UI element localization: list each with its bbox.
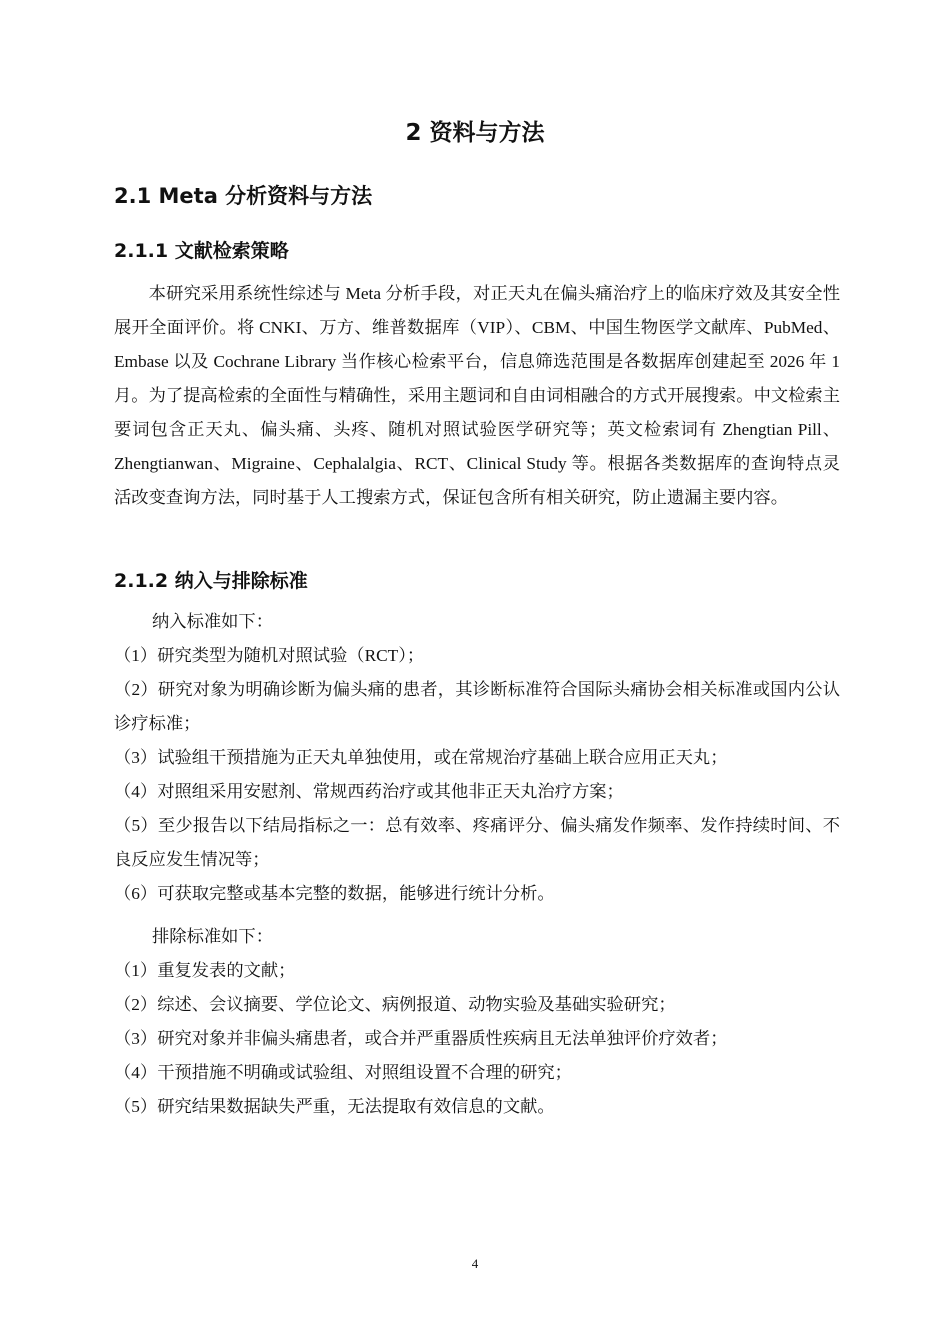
inclusion-item: （5）至少报告以下结局指标之一：总有效率、疼痛评分、偏头痛发作频率、发作持续时间、不良反应发生情况等； [114,816,840,869]
inclusion-item: （3）试验组干预措施为正天丸单独使用，或在常规治疗基础上联合应用正天丸； [114,748,728,767]
page-number: 4 [471,1256,479,1271]
inclusion-item: （1）研究类型为随机对照试验（RCT）； [114,646,425,665]
exclusion-criteria [114,920,840,1124]
search-strategy-paragraph: 本研究采用系统性综述与 Meta 分析手段，对正天丸在偏头痛治疗上的临床疗效及其安全性展开全面评价。将 CNKI、万方、维普数据库（VIP）、CBM、中国生物医学文献库、PubMed、Embase 以及 Cochrane Library 当作核心检索平台，信息筛选范围是各数据库创建起至 2026 年 1 月。为了提高检索的全面性与精确性，采用主题词和自由词相融合的方式开展搜索。中文检索主要词包含正天丸、偏头痛、头疼、随机对照试验医学研究等；英文检索词有 Zhengtian Pill、Zhengtianwan、Migraine、Cephalalgia、RCT、Clinical Study 等。根据各类数据库的查询特点灵活改变查询方法，同时基于人工搜索方式，保证包含所有相关研究，防止遗漏主要内容。 [114,284,840,507]
inclusion-item: （4）对照组采用安慰剂、常规西药治疗或其他非正天丸治疗方案； [114,782,624,801]
exclusion-item: （4）干预措施不明确或试验组、对照组设置不合理的研究； [114,1063,572,1082]
exclusion-item: （5）研究结果数据缺失严重，无法提取有效信息的文献。 [114,1097,555,1116]
subsection-title-criteria: 2.1.2 纳入与排除标准 [114,570,308,592]
section-title: 2.1 Meta 分析资料与方法 [114,184,373,208]
exclusion-item: （3）研究对象并非偏头痛患者，或合并严重器质性疾病且无法单独评价疗效者； [114,1029,728,1048]
inclusion-item: （6）可获取完整或基本完整的数据，能够进行统计分析。 [114,884,555,903]
exclusion-lead: 排除标准如下： [152,927,273,946]
chapter-title: 2 资料与方法 [405,120,545,146]
inclusion-item: （2）研究对象为明确诊断为偏头痛的患者，其诊断标准符合国际头痛协会相关标准或国内公认诊疗标准； [114,680,840,733]
exclusion-item: （1）重复发表的文献； [114,961,296,980]
exclusion-item: （2）综述、会议摘要、学位论文、病例报道、动物实验及基础实验研究； [114,995,676,1014]
inclusion-criteria [114,605,840,911]
inclusion-lead: 纳入标准如下： [152,612,273,631]
subsection-title-search-strategy: 2.1.1 文献检索策略 [114,240,289,262]
